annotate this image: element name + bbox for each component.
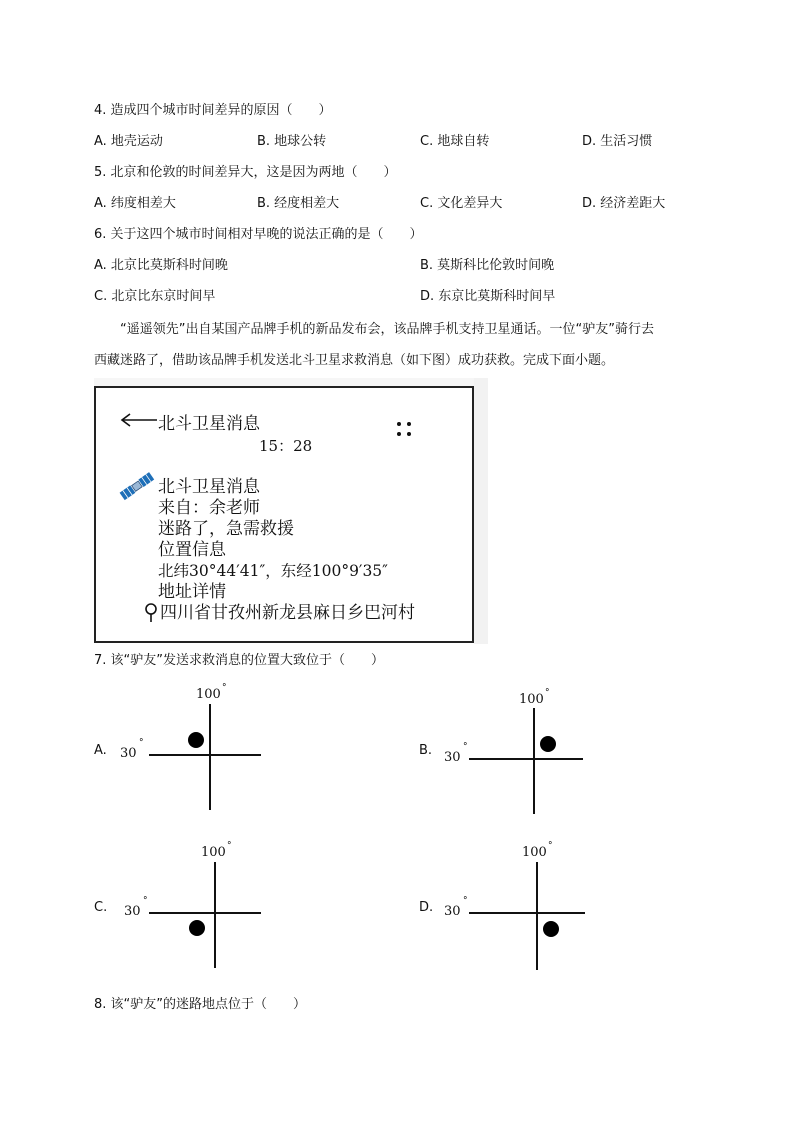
- intro-line-2: 西藏迷路了，借助该品牌手机发送北斗卫星求救消息（如下图）成功获救。完成下面小题。: [94, 353, 615, 368]
- parallel-line: [469, 758, 583, 760]
- latitude-label: 30: [124, 904, 141, 919]
- degree-sign: °: [139, 738, 144, 748]
- address-label: 地址详情: [158, 582, 226, 602]
- latitude-label: 30: [120, 746, 137, 761]
- intro-line-1: “遥遥领先”出自某国产品牌手机的新品发布会，该品牌手机支持卫星通话。一位“驴友”骑行去: [120, 322, 654, 337]
- location-dot: [543, 921, 559, 937]
- message-title: 北斗卫星消息: [158, 477, 260, 497]
- longitude-label: 100: [196, 687, 221, 702]
- question-5-stem: 5. 北京和伦敦的时间差异大，这是因为两地（ ）: [94, 165, 397, 180]
- degree-sign: °: [227, 841, 232, 851]
- q6-option-c: C. 北京比东京时间早: [94, 289, 216, 304]
- latitude-label: 30: [444, 750, 461, 765]
- figure-shadow-top: [94, 378, 488, 386]
- location-dot: [188, 732, 204, 748]
- back-arrow-icon: [120, 412, 158, 431]
- degree-sign: °: [548, 841, 553, 851]
- degree-sign: °: [222, 683, 227, 693]
- q6-option-a: A. 北京比莫斯科时间晚: [94, 258, 228, 273]
- meridian-line: [209, 704, 211, 810]
- q6-option-b: B. 莫斯科比伦敦时间晚: [420, 258, 555, 273]
- degree-sign: °: [143, 896, 148, 906]
- longitude-label: 100: [522, 845, 547, 860]
- header-title: 北斗卫星消息: [158, 414, 260, 434]
- meridian-line: [536, 862, 538, 970]
- question-8-stem: 8. 该“驴友”的迷路地点位于（ ）: [94, 997, 307, 1012]
- address-detail: 四川省甘孜州新龙县麻日乡巴河村: [160, 603, 415, 623]
- q5-option-a: A. 纬度相差大: [94, 196, 176, 211]
- degree-sign: °: [463, 742, 468, 752]
- location-label: 位置信息: [158, 540, 226, 560]
- latitude-label: 30: [444, 904, 461, 919]
- q4-option-d: D. 生活习惯: [582, 134, 653, 149]
- meridian-line: [214, 862, 216, 968]
- question-7-stem: 7. 该“驴友”发送求救消息的位置大致位于（ ）: [94, 653, 385, 668]
- q4-option-c: C. 地球自转: [420, 134, 490, 149]
- q7-option-d-label: D.: [419, 900, 434, 915]
- q5-option-b: B. 经度相差大: [257, 196, 340, 211]
- message-from: 来自：余老师: [158, 498, 260, 518]
- meridian-line: [533, 708, 535, 814]
- degree-sign: °: [545, 688, 550, 698]
- message-body: 迷路了，急需救援: [158, 519, 294, 539]
- location-dot: [540, 736, 556, 752]
- location-dot: [189, 920, 205, 936]
- q7-option-a-label: A.: [94, 743, 107, 758]
- figure-shadow-right: [474, 378, 488, 644]
- longitude-label: 100: [519, 692, 544, 707]
- parallel-line: [469, 912, 585, 914]
- q4-option-b: B. 地球公转: [257, 134, 327, 149]
- q4-option-a: A. 地壳运动: [94, 134, 163, 149]
- question-4-stem: 4. 造成四个城市时间差异的原因（ ）: [94, 103, 332, 118]
- parallel-line: [149, 754, 261, 756]
- satellite-icon: [118, 468, 158, 508]
- coordinates: 北纬30°44′41″，东经100°9′35″: [158, 562, 388, 580]
- parallel-line: [149, 912, 261, 914]
- menu-dots-icon: [396, 421, 412, 441]
- q5-option-d: D. 经济差距大: [582, 196, 666, 211]
- satellite-message-figure: [94, 386, 474, 643]
- q6-option-d: D. 东京比莫斯科时间早: [420, 289, 556, 304]
- question-6-stem: 6. 关于这四个城市时间相对早晚的说法正确的是（ ）: [94, 227, 423, 242]
- q7-option-b-label: B.: [419, 743, 433, 758]
- longitude-label: 100: [201, 845, 226, 860]
- degree-sign: °: [463, 896, 468, 906]
- q5-option-c: C. 文化差异大: [420, 196, 503, 211]
- message-time: 15：28: [259, 437, 313, 455]
- location-pin-icon: [144, 603, 158, 627]
- q7-option-c-label: C.: [94, 900, 108, 915]
